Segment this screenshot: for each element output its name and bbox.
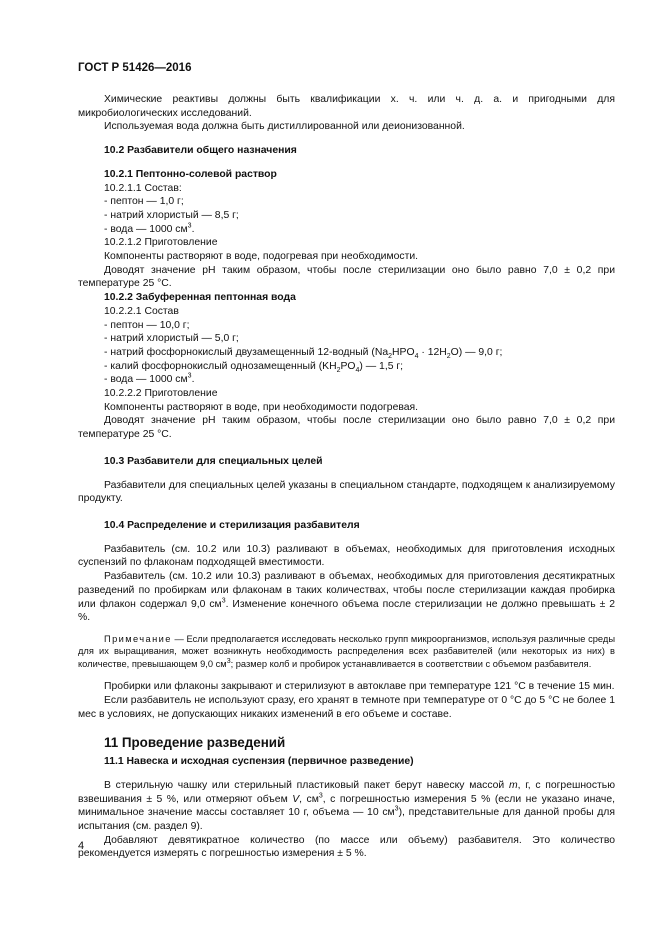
section-10-2-heading: 10.2 Разбавители общего назначения [104, 145, 297, 157]
composition-label: 10.2.2.1 Состав [104, 305, 179, 317]
section-10-4-heading: 10.4 Распределение и стерилизация разбавителя [104, 519, 360, 531]
section-10-4-paragraph: Разбавитель (см. 10.2 или 10.3) разливают в объемах, необходимых для приготовления десятикратных разведений по пробиркам или флаконам в таких количествах, чтобы после стерилизации каждая пробирка или флакон содержал 9,0 $см^3$. Изменение конечного объема после стерилизации не должно превышать ± 2 %. [78, 571, 615, 624]
note-paragraph: Примечание — Если предполагается исследовать несколько групп микроорганизмов, используя различные среды для их выращивания, может возникнуть необходимость распределения всех разбавителей (или некоторых из них) в количестве, превышающем 9,0 $см^3$; размер колб и пробирок устанавливается в соответствии с объемом разбавителя. [78, 633, 615, 669]
composition-item: - натрий фосфорнокислый двузамещенный 12-водный $(Na_2HPO_4 \cdot 12H_2O)$ — 9,0 г; [104, 346, 503, 361]
composition-item: - пептон — 10,0 г; [104, 319, 190, 331]
preparation-paragraph: Компоненты растворяют в воде, при необходимости подогревая. [104, 401, 419, 413]
preparation-paragraph: Доводят значение pH таким образом, чтобы после стерилизации оно было равно 7,0 ± 0,2 при температуре 25 °С. [78, 264, 615, 290]
composition-item: - натрий хлористый — 5,0 г; [104, 333, 239, 345]
preparation-paragraph: Доводят значение pH таким образом, чтобы после стерилизации оно было равно 7,0 ± 0,2 при температуре 25 °С. [78, 415, 615, 441]
section-10-2-2-heading: 10.2.2 Забуференная пептонная вода [104, 292, 296, 304]
intro-paragraph-reagents: Химические реактивы должны быть квалификации х. ч. или ч. д. а. и пригодными для микробиологических исследований. [78, 94, 615, 119]
section-11-1-paragraph: Добавляют девятикратное количество (по массе или объему) разбавителя. Это количество рекомендуется измерять с погрешностью измерения ± 5 %. [78, 834, 615, 860]
section-10-3-heading: 10.3 Разбавители для специальных целей [104, 455, 323, 467]
note-label: Примечание [104, 633, 172, 644]
composition-item: - калий фосфорнокислый однозамещенный $(KH_2PO_4)$ — 1,5 г; [104, 360, 404, 374]
section-10-3-paragraph: Разбавители для специальных целей указаны в специальном стандарте, подходящем к анализируемому продукту. [78, 479, 615, 505]
composition-item: - вода — 1000 $см^3$. [104, 372, 195, 386]
section-11-1-heading: 11.1 Навеска и исходная суспензия (первичное разведение) [104, 756, 414, 768]
composition-item: - вода — 1000 $см^3$. [104, 222, 195, 235]
intro-paragraph-water: Используемая вода должна быть дистиллированной или деионизованной. [104, 121, 465, 133]
section-11-1-paragraph: В стерильную чашку или стерильный пластиковый пакет берут навеску массой m, г, с погрешностью взвешивания ± 5 %, или отмеряют объем V, $см^3$, с погрешностью измерения 5 % (если не указано иначе, минимальное значение массы составляет 10 г, объема — 10 $см^3$), представительные для данной пробы для испытания (см. раздел 9). [78, 779, 616, 833]
section-11-heading: 11 Проведение разведений [104, 734, 286, 750]
preparation-label: 10.2.1.2 Приготовление [104, 237, 218, 249]
document-code-header: ГОСТ Р 51426—2016 [78, 62, 192, 74]
preparation-label: 10.2.2.2 Приготовление [104, 388, 218, 400]
composition-label: 10.2.1.1 Состав: [104, 182, 182, 194]
document-body [78, 93, 615, 861]
section-10-4-paragraph: Если разбавитель не используют сразу, его хранят в темноте при температуре от 0 °С до 5 °С не более 1 мес в условиях, не допускающих никаких изменений в его объеме и составе. [78, 695, 615, 720]
composition-item: - натрий хлористый — 8,5 г; [104, 209, 239, 221]
composition-item: - пептон — 1,0 г; [104, 196, 184, 208]
section-10-4-paragraph: Разбавитель (см. 10.2 или 10.3) разливают в объемах, необходимых для приготовления исходных суспензий по флаконам подходящей вместимости. [78, 543, 615, 569]
page-number: 4 [78, 840, 85, 852]
preparation-paragraph: Компоненты растворяют в воде, подогревая при необходимости. [104, 251, 419, 263]
section-10-4-paragraph: Пробирки или флаконы закрывают и стерилизуют в автоклаве при температуре 121 °С в течение 15 мин. [104, 681, 615, 693]
section-10-2-1-heading: 10.2.1 Пептонно-солевой раствор [104, 168, 277, 180]
